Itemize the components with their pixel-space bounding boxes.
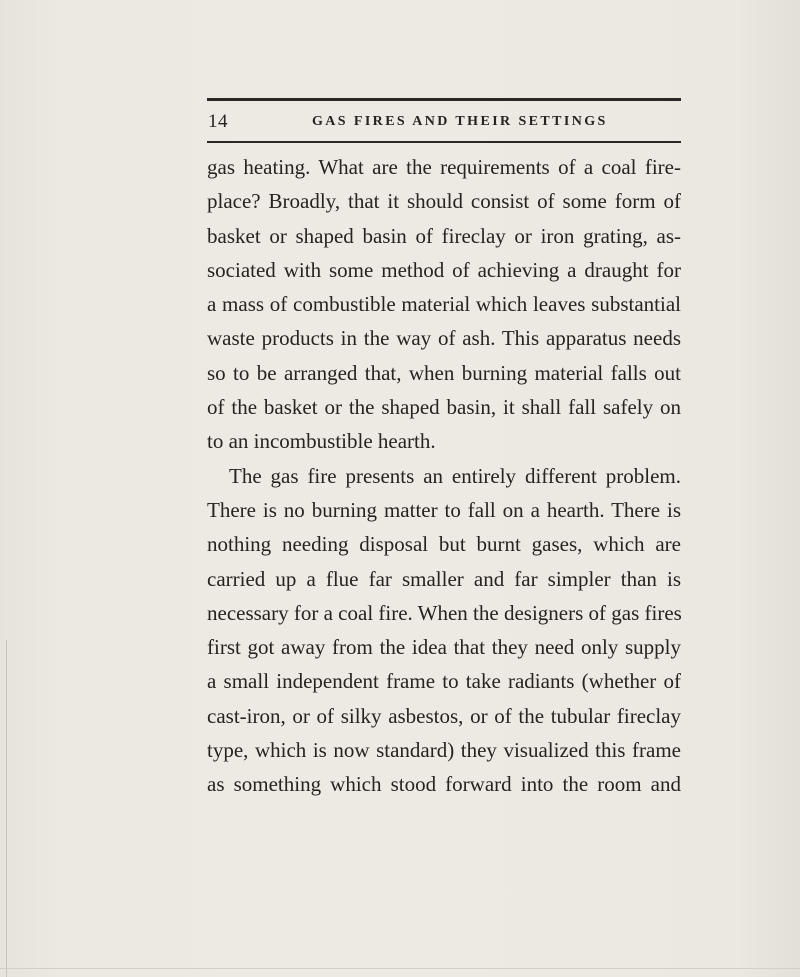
running-head: GAS FIRES AND THEIR SETTINGS bbox=[312, 114, 608, 129]
paragraph-2 bbox=[207, 459, 681, 802]
page-edge-shadow bbox=[6, 640, 7, 977]
text-line: a small independent frame to take radiants (whether of bbox=[207, 669, 681, 694]
text-line: There is no burning matter to fall on a hearth. There is bbox=[207, 497, 681, 522]
text-line: as something which stood forward into the room and bbox=[207, 772, 681, 797]
body-text bbox=[207, 150, 681, 802]
text-line: so to be arranged that, when burning material falls out bbox=[207, 360, 681, 385]
header-top-rule bbox=[207, 98, 681, 101]
page-number: 14 bbox=[208, 111, 228, 132]
header-bottom-rule bbox=[207, 141, 681, 143]
text-line: sociated with some method of achieving a draught for bbox=[207, 257, 681, 282]
text-line: type, which is now standard) they visualized this frame bbox=[207, 738, 681, 763]
text-line: cast-iron, or of silky asbestos, or of the tubular fireclay bbox=[207, 703, 681, 728]
text-line: necessary for a coal fire. When the designers of gas fires bbox=[207, 600, 682, 625]
text-line: first got away from the idea that they need only supply bbox=[207, 635, 681, 660]
text-line: nothing needing disposal but burnt gases, which are bbox=[207, 532, 681, 557]
text-line: carried up a flue far smaller and far simpler than is bbox=[207, 566, 681, 591]
text-line: basket or shaped basin of fireclay or iron grating, as- bbox=[207, 223, 681, 248]
text-line: place? Broadly, that it should consist of some form of bbox=[207, 189, 681, 214]
paragraph-1 bbox=[207, 150, 681, 459]
text-line: The gas fire presents an entirely different problem. bbox=[229, 463, 681, 488]
text-line: of the basket or the shaped basin, it shall fall safely on bbox=[207, 395, 681, 420]
text-line: waste products in the way of ash. This apparatus needs bbox=[207, 326, 681, 351]
text-line: gas heating. What are the requirements of a coal fire- bbox=[207, 155, 681, 179]
page-bottom-edge bbox=[0, 968, 800, 969]
text-line: a mass of combustible material which leaves substantial bbox=[207, 292, 681, 317]
text-line: to an incombustible hearth. bbox=[207, 429, 436, 454]
